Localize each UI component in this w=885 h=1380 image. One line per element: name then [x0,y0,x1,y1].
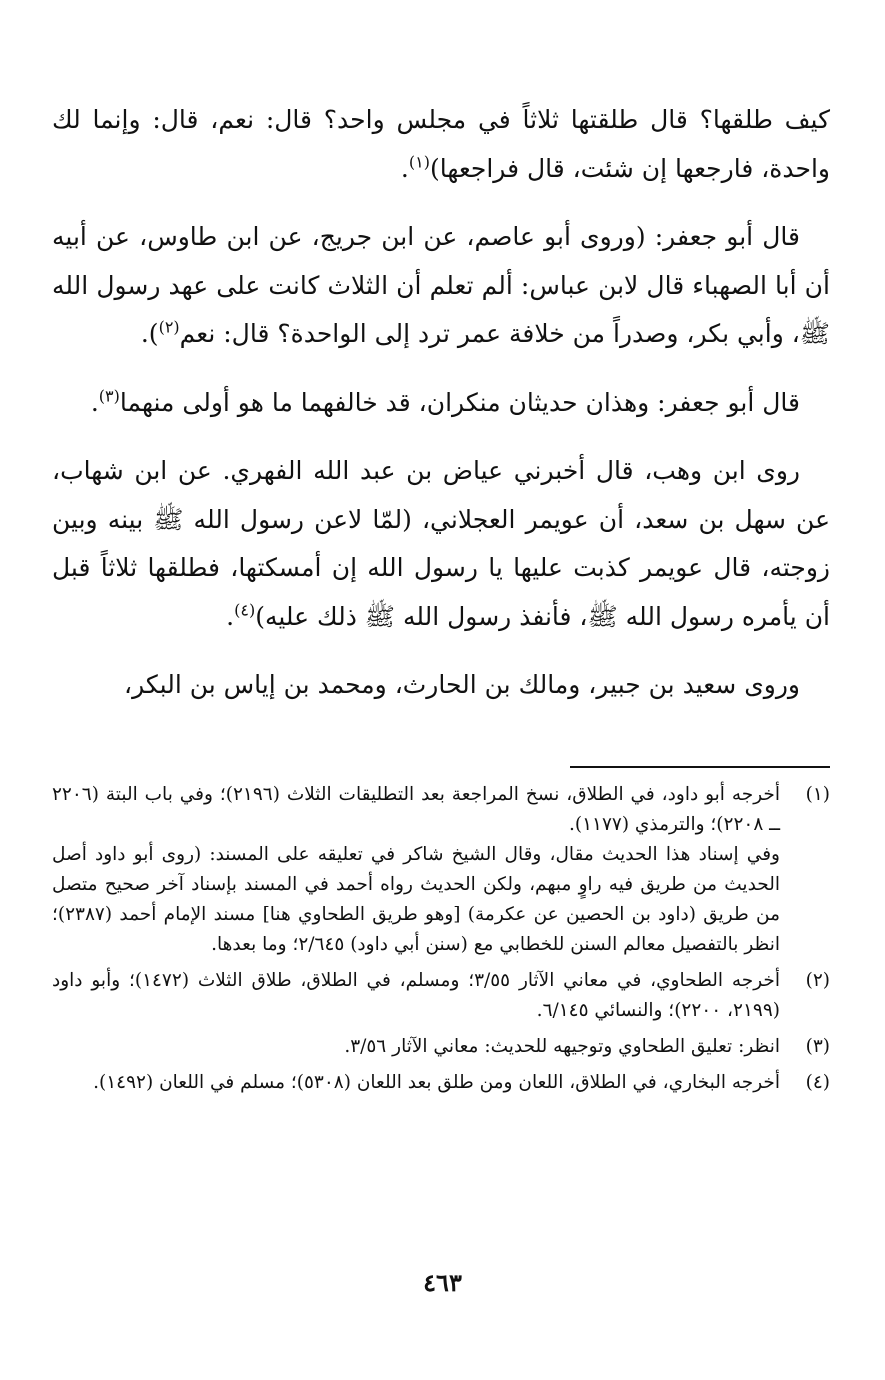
footnote [52,966,830,1026]
paragraph: روى ابن وهب، قال أخبرني عياض بن عبد الله الفهري. عن ابن شهاب، عن سهل بن سعد، أن عويمر العجلاني، (لمّا لاعن رسول الله ﷺ بينه وبين زوجته، قال عويمر كذبت عليها يا رسول الله إن أمسكتها، فطلقها ثلاثاً قبل أن يأمره رسول الله ﷺ، فأنفذ رسول الله ﷺ ذلك عليه)$^{(٤)}$. [52,456,830,631]
footnotes [52,780,830,1098]
footnote [52,1068,830,1098]
footnote-number: (٤) [805,1071,830,1093]
page-number: ٤٦٣ [423,1268,462,1297]
footnote-number: (٢) [805,969,830,991]
footnote-text: وفي إسناد هذا الحديث مقال، وقال الشيخ شاكر في تعليقه على المسند: (روى أبو داود أصل الحديث من طريق فيه راوٍ مبهم، ولكن الحديث رواه أحمد في المسند بإسناد آخر صحيح متصل من طريق (داود بن الحصين عن عكرمة) [وهو طريق الطحاوي هنا] مسند الإمام أحمد (٢٣٨٧)؛ انظر بالتفصيل معالم السنن للخطابي مع (سنن أبي داود) ٢/٦٤٥؛ وما بعدها. [52,843,780,955]
footnote-ref[interactable]: (٢) [158,317,180,337]
footnote-text: أخرجه البخاري، في الطلاق، اللعان ومن طلق بعد اللعان (٥٣٠٨)؛ مسلم في اللعان (١٤٩٢). [93,1071,780,1093]
footnote-number: (١) [805,783,830,805]
paragraph: وروى سعيد بن جبير، ومالك بن الحارث، ومحمد بن إياس بن البكر، [124,670,800,699]
footnote-ref[interactable]: (١) [408,152,430,172]
footnote-number: (٣) [805,1035,830,1057]
main-text [52,96,830,710]
footnote-ref[interactable]: (٣) [98,386,120,406]
paragraph: كيف طلقها؟ قال طلقتها ثلاثاً في مجلس واحد؟ قال: نعم، قال: وإنما لك واحدة، فارجعها إن شئت، قال فراجعها)$^{(١)}$. [52,105,830,183]
footnote-ref[interactable]: (٤) [234,600,256,620]
paragraph: قال أبو جعفر: (وروى أبو عاصم، عن ابن جريج، عن ابن طاوس، عن أبيه أن أبا الصهباء قال لابن عباس: ألم تعلم أن الثلاث كانت على عهد رسول الله ﷺ، وأبي بكر، وصدراً من خلافة عمر ترد إلى الواحدة؟ قال: نعم$^{(٢)}$). [52,222,830,348]
footnote [52,780,830,960]
paragraph: قال أبو جعفر: وهذان حديثان منكران، قد خالفهما ما هو أولى منهما$^{(٣)}$. [90,386,800,417]
footnote-divider [570,766,830,768]
footnote-text: انظر: تعليق الطحاوي وتوجيهه للحديث: معاني الآثار ٣/٥٦. [344,1035,780,1057]
footnote [52,1032,830,1062]
footnote-text: أخرجه الطحاوي، في معاني الآثار ٣/٥٥؛ ومسلم، في الطلاق، طلاق الثلاث (١٤٧٢)؛ وأبو داود (٢١٩٩، ٢٢٠٠)؛ والنسائي ٦/١٤٥. [52,969,780,1021]
footnote-text: أخرجه أبو داود، في الطلاق، نسخ المراجعة بعد التطليقات الثلاث (٢١٩٦)؛ وفي باب البتة (٢٢٠٦ ــ ٢٢٠٨)؛ والترمذي (١١٧٧). [52,783,780,835]
